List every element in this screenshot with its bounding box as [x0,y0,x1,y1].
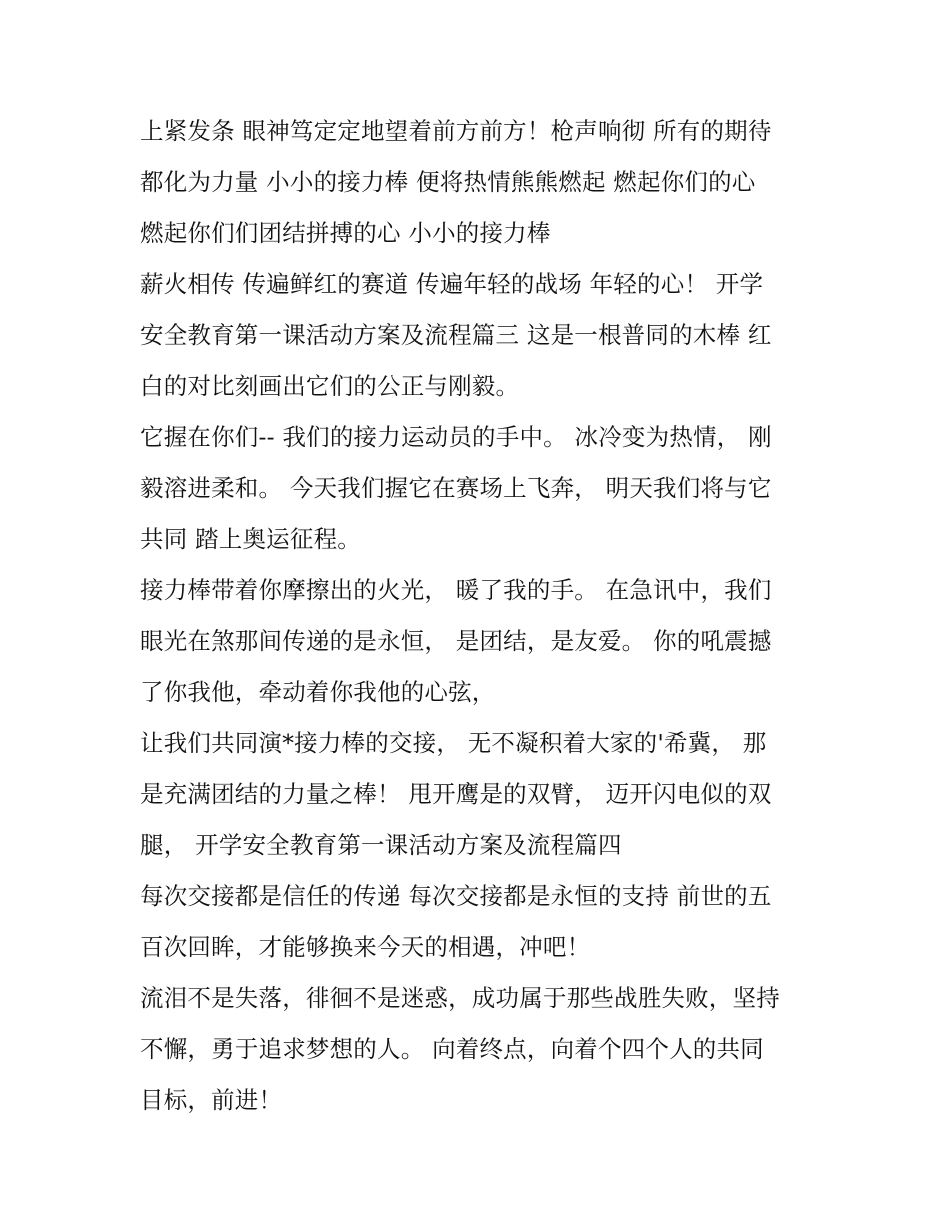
text-line: 每次交接都是信任的传递 每次交接都是永恒的支持 前世的五 [140,882,772,910]
text-line: 它握在你们-- 我们的接力运动员的手中。 冰冷变为热情， 刚 [140,423,772,451]
text-line: 让我们共同演*接力棒的交接， 无不凝积着大家的'希冀， 那 [140,729,767,757]
body-text [140,106,830,1126]
text-line: 百次回眸，才能够换来今天的相遇，冲吧！ [140,933,591,961]
text-line: 是充满团结的力量之棒！ 甩开鹰是的双臂， 迈开闪电似的双 [140,780,772,808]
text-line: 腿， 开学安全教育第一课活动方案及流程篇四 [140,831,622,859]
text-line: 燃起你们们团结拼搏的心 小小的接力棒 [140,219,551,247]
text-line: 了你我他，牵动着你我他的心弦， [140,678,496,706]
text-line: 接力棒带着你摩擦出的火光， 暖了我的手。 在急讯中，我们 [140,576,772,604]
text-line: 都化为力量 小小的接力棒 便将热情熊熊燃起 燃起你们的心 [140,168,756,196]
text-line: 流泪不是失落，徘徊不是迷惑，成功属于那些战胜失败，坚持 [140,984,780,1012]
text-line: 毅溶进柔和。 今天我们握它在赛场上飞奔， 明天我们将与它 [140,474,772,502]
text-line: 眼光在煞那间传递的是永恒， 是团结，是友爱。 你的吼震撼 [140,627,772,655]
text-line: 安全教育第一课活动方案及流程篇三 这是一根普同的木棒 红 [140,321,772,349]
text-line: 共同 踏上奥运征程。 [140,525,361,553]
text-line: 上紧发条 眼神笃定定地望着前方前方！枪声响彻 所有的期待 [140,117,772,145]
text-line: 薪火相传 传遍鲜红的赛道 传遍年轻的战场 年轻的心！ 开学 [140,270,764,298]
text-line: 目标，前进！ [140,1086,283,1114]
text-line: 不懈，勇于追求梦想的人。 向着终点，向着个四个人的共同 [140,1035,764,1063]
text-line: 白的对比刻画出它们的公正与刚毅。 [140,372,520,400]
